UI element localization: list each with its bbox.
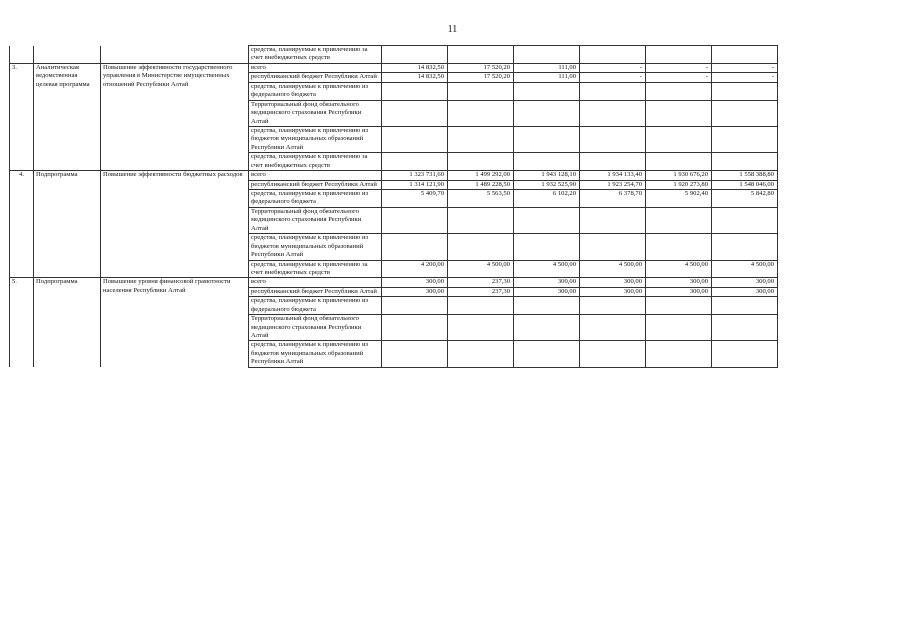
cell-funding-source: средства, планируемые к привлечению из федерального бюджета (249, 190, 382, 208)
cell-amount: 300,00 (712, 278, 778, 287)
cell-amount: 1 943 128,10 (514, 171, 580, 180)
cell-amount (646, 100, 712, 126)
cell-amount (514, 207, 580, 233)
cell-amount: 300,00 (580, 287, 646, 296)
cell-amount: 1 930 676,20 (646, 171, 712, 180)
cell-amount: 237,30 (448, 278, 514, 287)
cell-amount: 111,00 (514, 63, 580, 72)
cell-amount (514, 126, 580, 152)
cell-amount: 4 200,00 (382, 260, 448, 278)
cell-amount (382, 153, 448, 171)
cell-amount (712, 297, 778, 315)
cell-amount (448, 46, 514, 64)
cell-amount (382, 126, 448, 152)
cell-amount: 300,00 (514, 278, 580, 287)
cell-funding-source: республиканский бюджет Республики Алтай (249, 73, 382, 82)
cell-program-name: Повышение уровня финансовой грамотности населения Республики Алтай (101, 278, 249, 367)
cell-amount: 1 932 525,90 (514, 180, 580, 189)
cell-amount (712, 100, 778, 126)
cell-amount: 1 314 121,90 (382, 180, 448, 189)
cell-amount (382, 234, 448, 260)
cell-amount: 17 520,20 (448, 73, 514, 82)
cell-program-type: Подпрограмма (34, 171, 101, 278)
cell-funding-source: средства, планируемые к привлечению из бюджетов муниципальных образований Республики Алтай (249, 126, 382, 152)
cell-amount (514, 315, 580, 341)
cell-amount: 300,00 (580, 278, 646, 287)
cell-amount (580, 315, 646, 341)
cell-funding-source: республиканский бюджет Республики Алтай (249, 287, 382, 296)
cell-number: 5. (10, 278, 34, 367)
cell-amount (448, 126, 514, 152)
cell-amount: 6 102,20 (514, 190, 580, 208)
cell-amount (580, 153, 646, 171)
cell-amount (580, 126, 646, 152)
cell-amount: 300,00 (646, 278, 712, 287)
cell-program-type: Аналитическая ведомственная целевая программа (34, 63, 101, 170)
cell-amount (448, 297, 514, 315)
cell-amount: 4 500,00 (646, 260, 712, 278)
cell-amount (646, 153, 712, 171)
cell-amount (382, 315, 448, 341)
cell-amount (646, 297, 712, 315)
cell-amount: 300,00 (382, 287, 448, 296)
cell-amount: 4 500,00 (448, 260, 514, 278)
cell-amount: - (646, 63, 712, 72)
cell-amount: - (580, 73, 646, 82)
cell-amount (712, 341, 778, 367)
cell-funding-source: средства, планируемые к привлечению за счет внебюджетных средств (249, 260, 382, 278)
cell-amount (580, 234, 646, 260)
cell-amount: 4 500,00 (712, 260, 778, 278)
cell-amount (580, 341, 646, 367)
cell-amount (646, 46, 712, 64)
cell-amount: 4 500,00 (580, 260, 646, 278)
cell-amount (712, 82, 778, 100)
budget-table (9, 45, 778, 368)
cell-amount (712, 315, 778, 341)
cell-program-type: Подпрограмма (34, 278, 101, 367)
cell-number: 4. (10, 171, 34, 278)
cell-amount (646, 341, 712, 367)
cell-amount: 300,00 (712, 287, 778, 296)
cell-amount: 300,00 (514, 287, 580, 296)
cell-amount (712, 126, 778, 152)
cell-amount: 1 920 273,80 (646, 180, 712, 189)
cell-amount (382, 46, 448, 64)
cell-amount (382, 341, 448, 367)
cell-amount (448, 82, 514, 100)
cell-amount (712, 207, 778, 233)
cell-amount (580, 207, 646, 233)
cell-amount: 14 832,50 (382, 73, 448, 82)
cell-amount (580, 297, 646, 315)
cell-amount (580, 46, 646, 64)
cell-funding-source: Территориальный фонд обязательного медицинского страхования Республики Алтай (249, 207, 382, 233)
cell-amount (514, 82, 580, 100)
cell-amount: 17 520,20 (448, 63, 514, 72)
cell-amount: - (646, 73, 712, 82)
cell-amount: - (712, 73, 778, 82)
cell-amount (646, 234, 712, 260)
cell-amount (514, 341, 580, 367)
cell-amount: - (712, 63, 778, 72)
cell-amount (382, 207, 448, 233)
cell-number (10, 46, 34, 64)
cell-funding-source: Территориальный фонд обязательного медицинского страхования Республики Алтай (249, 100, 382, 126)
cell-amount (514, 297, 580, 315)
cell-program-name: Повышение эффективности государственного управления в Министерстве имущественных отношений Республики Алтай (101, 63, 249, 170)
cell-amount: 1 923 254,70 (580, 180, 646, 189)
cell-amount: 5 409,70 (382, 190, 448, 208)
cell-funding-source: средства, планируемые к привлечению из федерального бюджета (249, 297, 382, 315)
cell-amount (448, 100, 514, 126)
cell-amount: 1 548 046,00 (712, 180, 778, 189)
cell-amount: - (580, 63, 646, 72)
cell-amount (712, 153, 778, 171)
cell-amount: 1 558 388,80 (712, 171, 778, 180)
cell-amount (580, 82, 646, 100)
cell-program-type (34, 46, 101, 64)
cell-amount: 237,30 (448, 287, 514, 296)
cell-amount: 1 934 133,40 (580, 171, 646, 180)
cell-amount (646, 82, 712, 100)
cell-amount: 1 323 731,60 (382, 171, 448, 180)
cell-amount (646, 207, 712, 233)
cell-amount (712, 46, 778, 64)
cell-amount (382, 100, 448, 126)
cell-amount: 1 499 292,00 (448, 171, 514, 180)
cell-amount (646, 126, 712, 152)
cell-amount (448, 315, 514, 341)
cell-amount: 4 500,00 (514, 260, 580, 278)
cell-amount (514, 153, 580, 171)
cell-funding-source: средства, планируемые к привлечению из федерального бюджета (249, 82, 382, 100)
cell-number: 3. (10, 63, 34, 170)
cell-funding-source: всего (249, 171, 382, 180)
cell-funding-source: средства, планируемые к привлечению из бюджетов муниципальных образований Республики Алтай (249, 234, 382, 260)
cell-amount: 5 842,80 (712, 190, 778, 208)
cell-funding-source: средства, планируемые к привлечению из бюджетов муниципальных образований Республики Алтай (249, 341, 382, 367)
cell-amount: 111,00 (514, 73, 580, 82)
cell-amount (646, 315, 712, 341)
cell-amount: 300,00 (382, 278, 448, 287)
table-row (10, 278, 778, 287)
cell-funding-source: средства, планируемые к привлечению за счет внебюджетных средств (249, 46, 382, 64)
cell-funding-source: республиканский бюджет Республики Алтай (249, 180, 382, 189)
cell-amount (382, 297, 448, 315)
cell-amount (580, 100, 646, 126)
cell-amount: 5 902,40 (646, 190, 712, 208)
cell-amount (514, 46, 580, 64)
cell-amount: 5 563,50 (448, 190, 514, 208)
page-number: 11 (447, 24, 458, 35)
cell-amount: 6 378,70 (580, 190, 646, 208)
table-row (10, 63, 778, 72)
cell-amount: 1 489 228,50 (448, 180, 514, 189)
cell-amount (382, 82, 448, 100)
cell-amount: 14 832,50 (382, 63, 448, 72)
cell-amount (712, 234, 778, 260)
cell-amount (448, 234, 514, 260)
cell-program-name (101, 46, 249, 64)
cell-program-name: Повышение эффективности бюджетных расходов (101, 171, 249, 278)
table-row (10, 46, 778, 64)
cell-funding-source: средства, планируемые к привлечению за счет внебюджетных средств (249, 153, 382, 171)
cell-amount (514, 234, 580, 260)
cell-amount (448, 341, 514, 367)
cell-funding-source: Территориальный фонд обязательного медицинского страхования Республики Алтай (249, 315, 382, 341)
cell-amount (448, 153, 514, 171)
cell-amount (448, 207, 514, 233)
cell-amount: 300,00 (646, 287, 712, 296)
cell-amount (514, 100, 580, 126)
cell-funding-source: всего (249, 63, 382, 72)
table-row (10, 171, 778, 180)
cell-funding-source: всего (249, 278, 382, 287)
